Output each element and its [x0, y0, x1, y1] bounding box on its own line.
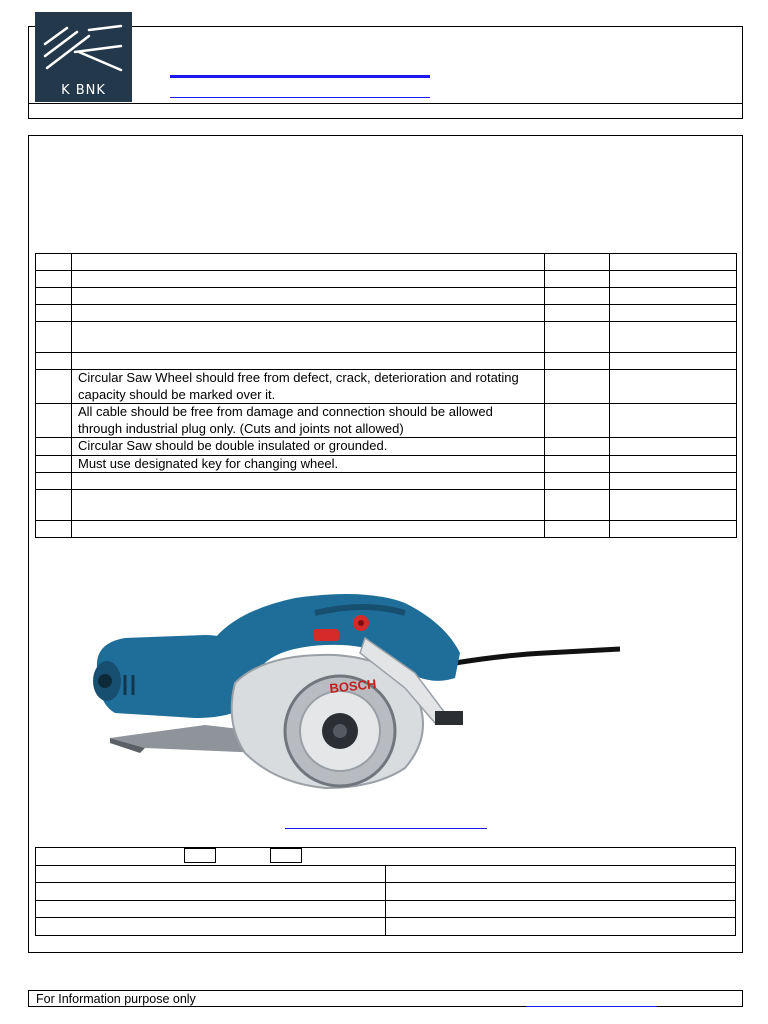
checklist-cell-item — [72, 322, 545, 353]
header-link-underline[interactable] — [170, 75, 430, 78]
image-caption-underline[interactable] — [285, 828, 487, 829]
checklist-cell-item — [72, 473, 545, 490]
checklist-row — [36, 288, 737, 305]
signoff-cell[interactable] — [36, 883, 386, 901]
signoff-table — [35, 847, 736, 936]
checklist-cell-no — [36, 254, 72, 271]
checklist-cell-status[interactable] — [545, 254, 610, 271]
checklist-cell-no — [36, 438, 72, 456]
checklist-row — [36, 404, 737, 438]
signoff-cell[interactable] — [386, 883, 736, 901]
signoff-cell[interactable] — [386, 865, 736, 883]
checklist-row — [36, 521, 737, 538]
signoff-row — [36, 918, 736, 936]
checklist-cell-no — [36, 404, 72, 438]
checklist-cell-remarks[interactable] — [610, 322, 737, 353]
signoff-cell[interactable] — [36, 865, 386, 883]
checklist-cell-no — [36, 521, 72, 538]
checklist-cell-item: Circular Saw should be double insulated or grounded. — [72, 438, 545, 456]
checklist-cell-no — [36, 305, 72, 322]
inspection-checklist-table — [35, 253, 737, 538]
signoff-cell[interactable] — [386, 918, 736, 936]
checklist-row — [36, 271, 737, 288]
checklist-cell-status[interactable] — [545, 288, 610, 305]
checklist-cell-remarks[interactable] — [610, 455, 737, 473]
checklist-row — [36, 322, 737, 353]
checklist-cell-status[interactable] — [545, 271, 610, 288]
checklist-cell-remarks[interactable] — [610, 305, 737, 322]
checklist-cell-item — [72, 353, 545, 370]
checklist-cell-no — [36, 288, 72, 305]
signoff-header-row — [36, 848, 736, 866]
checklist-row — [36, 305, 737, 322]
checklist-cell-status[interactable] — [545, 353, 610, 370]
checklist-cell-status[interactable] — [545, 438, 610, 456]
checklist-cell-status[interactable] — [545, 370, 610, 404]
checklist-row — [36, 254, 737, 271]
logo-text: K BNK — [61, 83, 106, 98]
signoff-row — [36, 900, 736, 918]
checklist-cell-remarks[interactable] — [610, 521, 737, 538]
checklist-cell-remarks[interactable] — [610, 438, 737, 456]
signoff-cell[interactable] — [36, 900, 386, 918]
company-logo — [35, 12, 132, 102]
checklist-cell-no — [36, 490, 72, 521]
checklist-cell-item — [72, 254, 545, 271]
checklist-row — [36, 490, 737, 521]
checklist-cell-remarks[interactable] — [610, 473, 737, 490]
checklist-cell-remarks[interactable] — [610, 490, 737, 521]
signoff-row — [36, 865, 736, 883]
footer-link-underline[interactable] — [526, 1006, 657, 1007]
footer-disclaimer: For Information purpose only — [36, 992, 196, 1006]
checklist-row — [36, 438, 737, 456]
checklist-cell-status[interactable] — [545, 473, 610, 490]
signoff-cell — [36, 848, 736, 866]
checklist-cell-item — [72, 305, 545, 322]
checklist-cell-remarks[interactable] — [610, 353, 737, 370]
brand-label: BOSCH — [328, 676, 378, 696]
approval-checkbox-2[interactable] — [270, 848, 302, 863]
signoff-cell[interactable] — [36, 918, 386, 936]
checklist-cell-item: All cable should be free from damage and connection should be allowed through industrial plug only. (Cuts and joints not allowed) — [72, 404, 545, 438]
checklist-row — [36, 473, 737, 490]
checklist-cell-item — [72, 271, 545, 288]
checklist-cell-remarks[interactable] — [610, 271, 737, 288]
circular-saw-image — [85, 583, 630, 798]
checklist-cell-no — [36, 370, 72, 404]
checklist-cell-no — [36, 322, 72, 353]
checklist-cell-remarks[interactable] — [610, 370, 737, 404]
checklist-cell-remarks[interactable] — [610, 404, 737, 438]
checklist-cell-item: Circular Saw Wheel should free from defect, crack, deterioration and rotating capacity should be marked over it. — [72, 370, 545, 404]
checklist-cell-status[interactable] — [545, 404, 610, 438]
signoff-cell[interactable] — [386, 900, 736, 918]
checklist-cell-item: Must use designated key for changing wheel. — [72, 455, 545, 473]
checklist-cell-no — [36, 353, 72, 370]
header-divider — [29, 103, 742, 104]
checklist-cell-remarks[interactable] — [610, 288, 737, 305]
checklist-cell-item — [72, 521, 545, 538]
checklist-cell-status[interactable] — [545, 455, 610, 473]
checklist-cell-item — [72, 490, 545, 521]
checklist-cell-no — [36, 455, 72, 473]
checklist-cell-remarks[interactable] — [610, 254, 737, 271]
checklist-cell-item — [72, 288, 545, 305]
checklist-cell-status[interactable] — [545, 521, 610, 538]
checklist-cell-status[interactable] — [545, 322, 610, 353]
checklist-row — [36, 353, 737, 370]
checklist-cell-no — [36, 473, 72, 490]
document-header — [28, 26, 743, 119]
checklist-row — [36, 370, 737, 404]
document-footer — [28, 990, 743, 1007]
approval-checkbox-1[interactable] — [184, 848, 216, 863]
header-link-underline-2[interactable] — [170, 97, 430, 98]
checklist-cell-status[interactable] — [545, 490, 610, 521]
checklist-cell-status[interactable] — [545, 305, 610, 322]
checklist-row — [36, 455, 737, 473]
checklist-cell-no — [36, 271, 72, 288]
signoff-row — [36, 883, 736, 901]
